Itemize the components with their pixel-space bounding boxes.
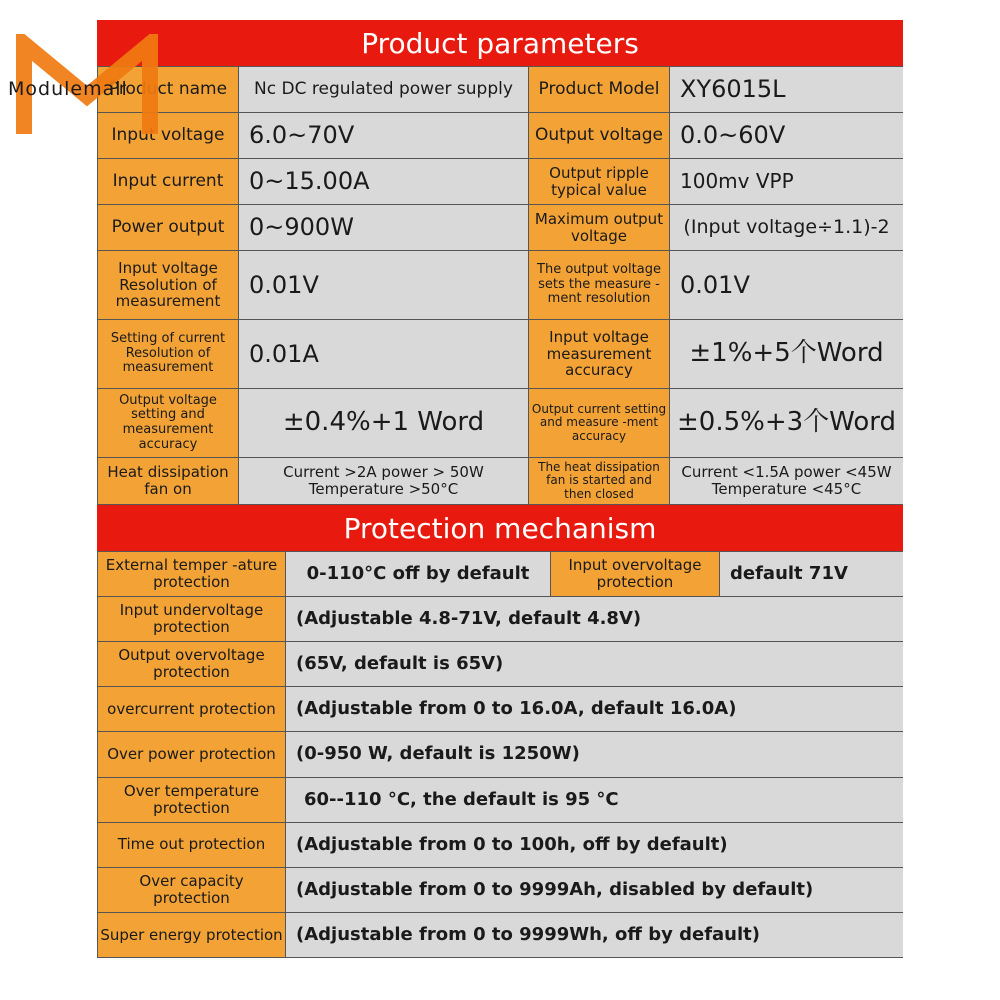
param-label: Output voltage (529, 113, 669, 158)
param-value: ±0.4%+1 Word (239, 389, 528, 457)
param-label: Setting of current Resolution of measurement (98, 320, 238, 388)
product-parameters-table (97, 66, 903, 505)
protection-value: (65V, default is 65V) (286, 642, 903, 686)
protection-value: 60--110 °C, the default is 95 °C (286, 778, 903, 822)
param-label: Power output (98, 205, 238, 250)
protection-mechanism-header: Protection mechanism (97, 505, 903, 551)
param-value: 0~15.00A (239, 159, 528, 204)
brand-logo-text: Modulemall (8, 78, 128, 100)
protection-value: (Adjustable 4.8-71V, default 4.8V) (286, 597, 903, 641)
protection-mechanism-table (97, 551, 903, 958)
protection-label: Input undervoltage protection (98, 597, 285, 641)
param-value: 0.01V (670, 251, 903, 319)
protection-value: (Adjustable from 0 to 9999Wh, off by default) (286, 913, 903, 957)
param-value: ±0.5%+3个Word (670, 389, 903, 457)
param-value: (Input voltage÷1.1)-2 (670, 205, 903, 250)
param-value: 0.01V (239, 251, 528, 319)
protection-label: Over temperature protection (98, 778, 285, 822)
param-label: Output current setting and measure -ment accuracy (529, 389, 669, 457)
protection-label: External temper -ature protection (98, 552, 285, 596)
param-label: Product name (98, 67, 238, 112)
param-label: Input current (98, 159, 238, 204)
param-label: Input voltage (98, 113, 238, 158)
param-label: The heat dissipation fan is started and then closed (529, 458, 669, 504)
param-label: Output voltage setting and measurement accuracy (98, 389, 238, 457)
protection-value: 0-110°C off by default (286, 552, 550, 596)
protection-value: (Adjustable from 0 to 16.0A, default 16.0A) (286, 687, 903, 731)
param-value: 0.01A (239, 320, 528, 388)
param-label: Input voltage Resolution of measurement (98, 251, 238, 319)
protection-value: (0-950 W, default is 1250W) (286, 732, 903, 776)
protection-label: Input overvoltage protection (551, 552, 719, 596)
param-label: Input voltage measurement accuracy (529, 320, 669, 388)
param-value: Current <1.5A power <45W Temperature <45°C (670, 458, 903, 504)
param-value: 0~900W (239, 205, 528, 250)
param-value: ±1%+5个Word (670, 320, 903, 388)
protection-label: Time out protection (98, 823, 285, 867)
param-value: 100mv VPP (670, 159, 903, 204)
protection-value: default 71V (720, 552, 903, 596)
param-label: Output ripple typical value (529, 159, 669, 204)
param-label: Product Model (529, 67, 669, 112)
param-label: Maximum output voltage (529, 205, 669, 250)
protection-label: Over power protection (98, 732, 285, 776)
protection-value: (Adjustable from 0 to 9999Ah, disabled by default) (286, 868, 903, 912)
param-value: Nc DC regulated power supply (239, 67, 528, 112)
param-label: Heat dissipation fan on (98, 458, 238, 504)
protection-label: Over capacity protection (98, 868, 285, 912)
param-value: XY6015L (670, 67, 903, 112)
protection-label: overcurrent protection (98, 687, 285, 731)
param-value: 0.0~60V (670, 113, 903, 158)
param-value: 6.0~70V (239, 113, 528, 158)
protection-value: (Adjustable from 0 to 100h, off by default) (286, 823, 903, 867)
protection-label: Super energy protection (98, 913, 285, 957)
product-parameters-header: Product parameters (97, 20, 903, 66)
param-label: The output voltage sets the measure -ment resolution (529, 251, 669, 319)
protection-label: Output overvoltage protection (98, 642, 285, 686)
param-value: Current >2A power > 50W Temperature >50°C (239, 458, 528, 504)
